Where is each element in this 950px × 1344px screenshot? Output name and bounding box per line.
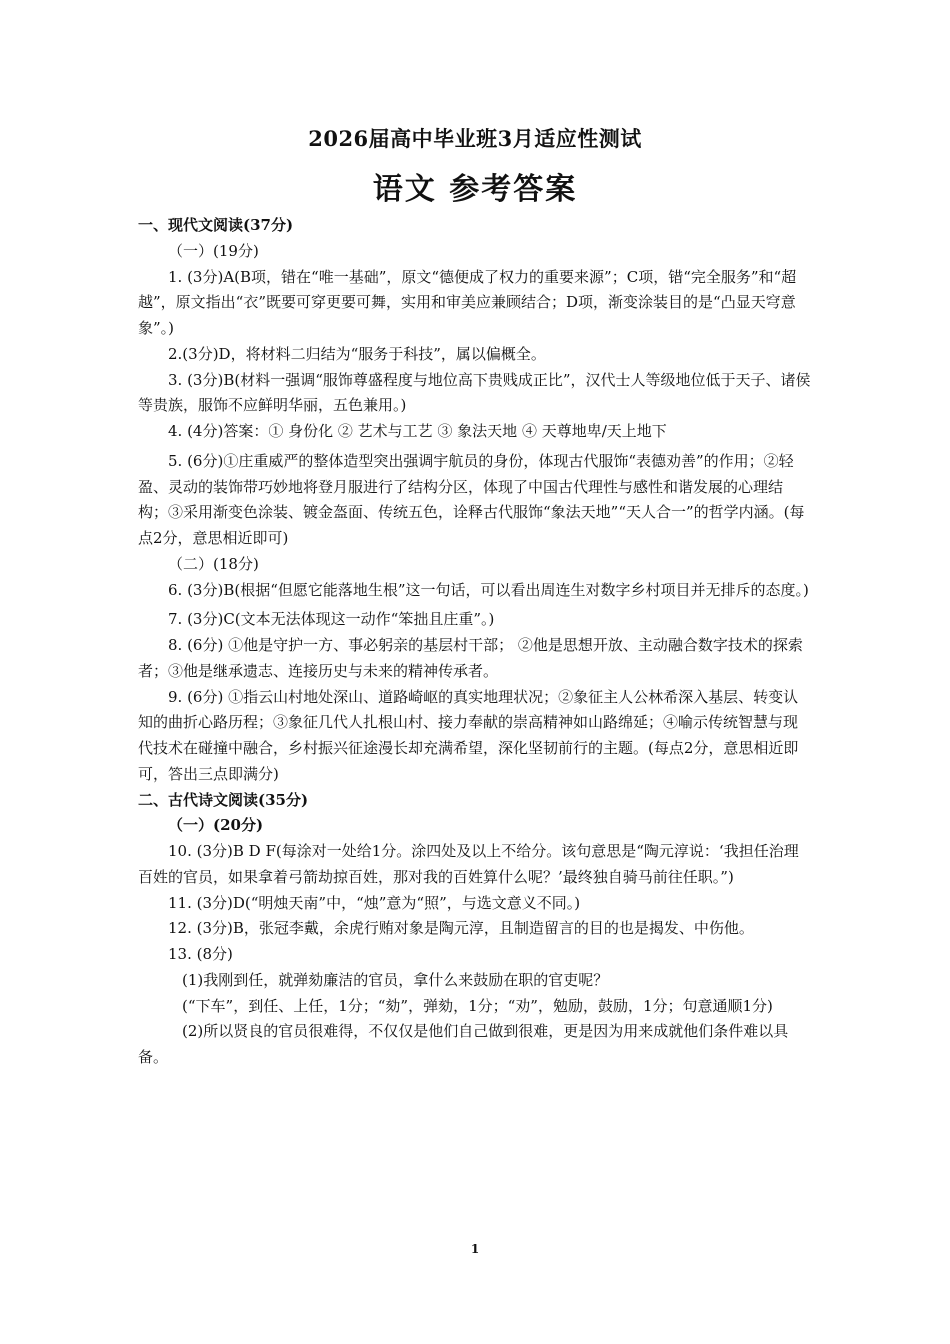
document-header — [0, 122, 950, 212]
answer-paragraph: 11. (3分)D(“明烛天南”中，“烛”意为“照”，与选文意义不同。) — [168, 893, 581, 912]
answer-paragraph: 9. (6分) ①指云山村地处深山、道路崎岖的真实地理状况；②象征主人公林希深入基层、转变认知的曲折心路历程；③象征几代人扎根山村、接力奉献的崇高精神如山路绵延；④喻示传统智慧与现代技术在碰撞中融合，乡村振兴征途漫长却充满希望，深化坚韧前行的主题。(每点2分，意思相近即可，答出三点即满分) — [138, 687, 799, 783]
answer-paragraph: 2.(3分)D，将材料二归结为“服务于科技”，属以偏概全。 — [168, 344, 546, 363]
answer-paragraph: 10. (3分)B D F(每涂对一处给1分。涂四处及以上不给分。该句意思是“陶元淳说：‘我担任治理百姓的官员，如果拿着弓箭劫掠百姓，那对我的百姓算什么呢？’最终独自骑马前往任职。”) — [138, 842, 799, 886]
answer-paragraph: (2)所以贤良的官员很难得，不仅仅是他们自己做到很难，更是因为用来成就他们条件难以具备。 — [138, 1022, 789, 1066]
section-heading: 一、现代文阅读(37分) — [138, 216, 294, 234]
answer-paragraph: 3. (3分)B(材料一强调“服饰尊盛程度与地位高下贵贱成正比”，汉代士人等级地位低于天子、诸侯等贵族，服饰不应鲜明华丽，五色兼用。) — [138, 370, 811, 415]
section-heading: 二、古代诗文阅读(35分) — [138, 790, 309, 809]
document-title: 语文 参考答案 — [372, 172, 578, 207]
answer-paragraph: 8. (6分) ①他是守护一方、事必躬亲的基层村干部； ②他是思想开放、主动融合数字技术的探索者；③他是继承遗志、连接历史与未来的精神传承者。 — [138, 636, 803, 680]
answer-paragraph: 5. (6分)①庄重威严的整体造型突出强调宇航员的身份，体现古代服饰“表德劝善”的作用；②轻盈、灵动的装饰带巧妙地将登月服进行了结构分区，体现了中国古代理性与感性和谐发展的心理结构；③采用渐变色涂装、镀金盔面、传统五色，诠释古代服饰“象法天地”“天人合一”的哲学内涵。(每点2分，意思相近即可) — [138, 451, 805, 547]
answer-paragraph: 13. (8分) — [168, 945, 233, 963]
answer-paragraph: （一）(19分) — [168, 241, 259, 260]
answer-paragraph: (1)我刚到任，就弹劾廉洁的官员，拿什么来鼓励在职的官吏呢？ — [182, 970, 609, 989]
answer-paragraph: 4. (4分)答案：① 身份化 ② 艺术与工艺 ③ 象法天地 ④ 天尊地卑/天上地下 — [168, 422, 667, 440]
answer-paragraph: 6. (3分)B(根据“但愿它能落地生根”这一句话，可以看出周连生对数字乡村项目并无排斥的态度。) — [168, 580, 809, 599]
answer-paragraph: 1. (3分)A(B项，错在“唯一基础”，原文“德便成了权力的重要来源”；C项，错“完全服务”和“超越”，原文指出“衣”既要可穿更要可舞，实用和审美应兼顾结合；D项，渐变涂装目的是“凸显天穹意象”。) — [138, 267, 797, 337]
answer-paragraph: 12. (3分)B，张冠李戴，余虎行贿对象是陶元淳，且制造留言的目的也是揭发、中伤他。 — [168, 919, 754, 938]
answer-paragraph: (“下车”，到任、上任，1分；“劾”，弹劾，1分；“劝”，勉励，鼓励，1分；句意通顺1分) — [182, 996, 773, 1015]
answer-paragraph: （一）(20分) — [168, 816, 264, 835]
answer-body — [138, 213, 812, 1071]
answer-paragraph: （二）(18分) — [168, 554, 259, 573]
answer-paragraph: 7. (3分)C(文本无法体现这一动作“笨拙且庄重”。) — [168, 610, 495, 629]
page-number: 1 — [470, 1242, 480, 1256]
exam-subtitle: 2026届高中毕业班3月适应性测试 — [308, 126, 642, 151]
